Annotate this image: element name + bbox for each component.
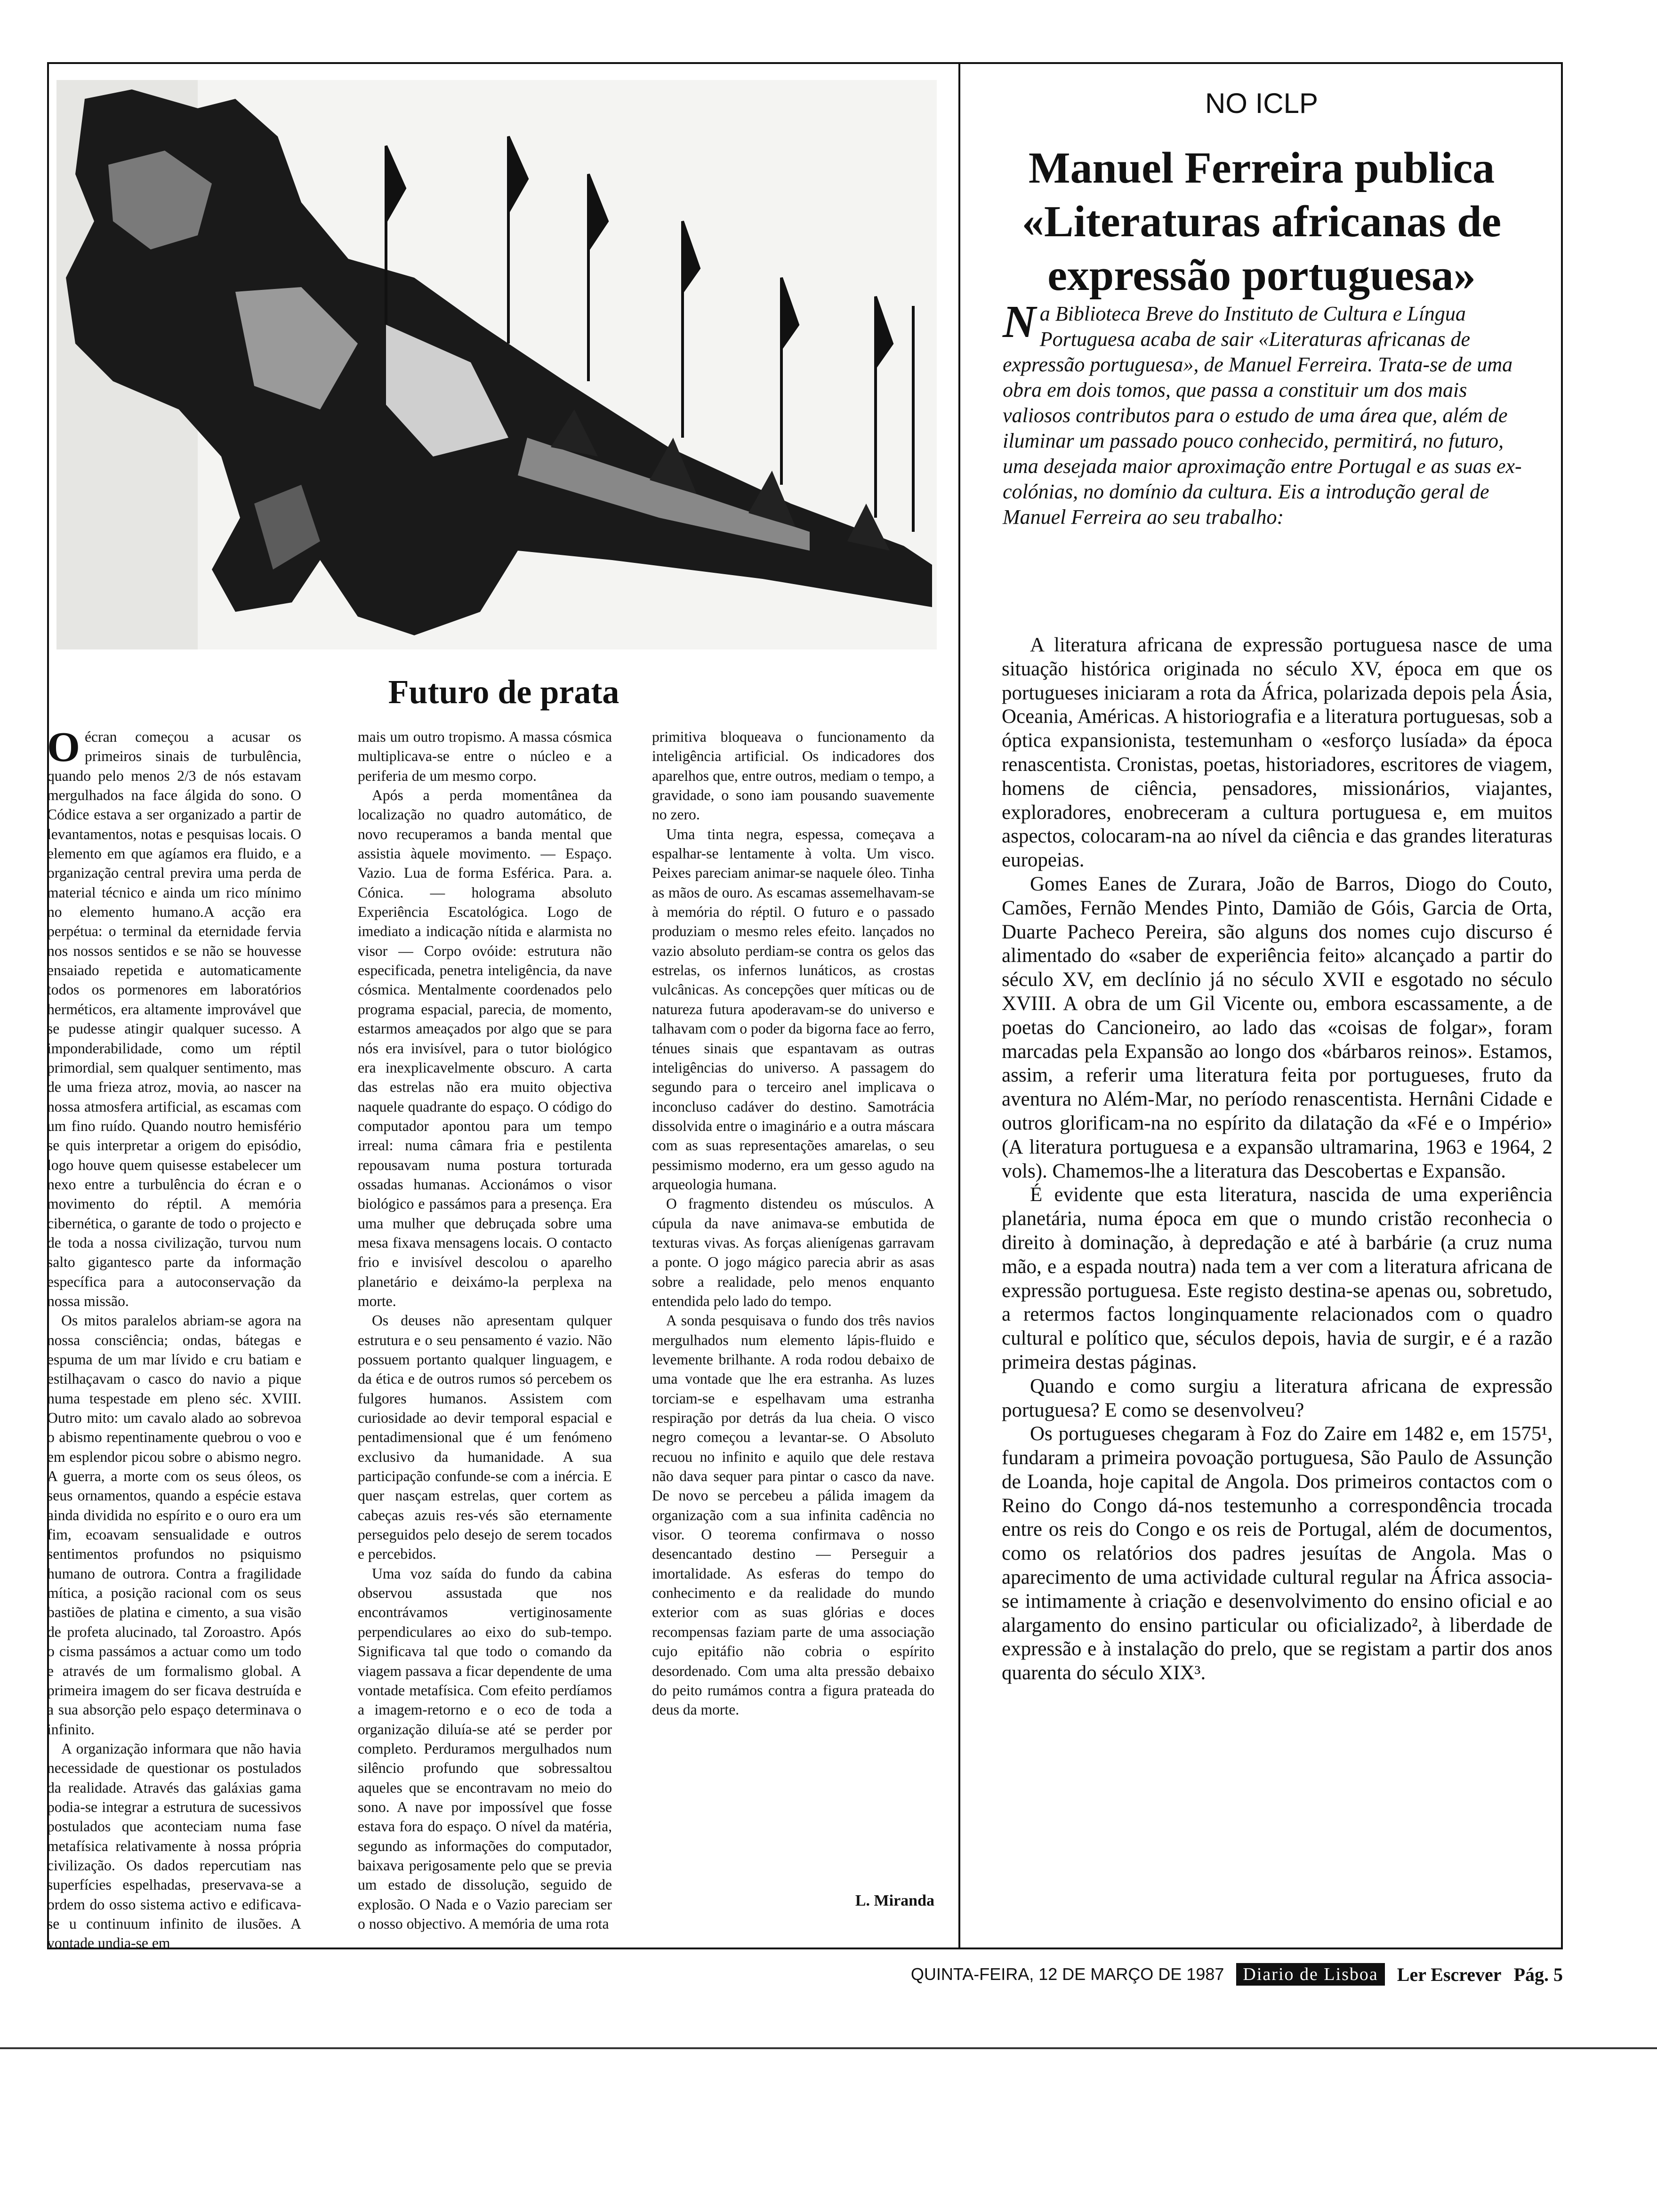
paragraph: Os portugueses chegaram à Foz do Zaire em 1482 e, em 1575¹, fundaram a primeira povoação portuguesa, São Paulo de Assunção de Loanda, hoje capital de Angola. Dos primeiros contactos com o Reino do Congo dá-nos testemunho a correspondência trocada entre os reis do Congo e os reis de Portugal, além de documentos, como os relatórios dos padres jesuítas de Angola. Mas o aparecimento de uma actividade cultural regular na África associa-se intimamente à criação e desenvolvimento do ensino oficial e ao alargamento do ensino particular ou oficializado², à liberdade de expressão e à instalação do prelo, que se registam a partir dos anos quarenta do século XIX³. (1002, 1423, 1552, 1684)
sculpture-photo (56, 80, 937, 649)
paragraph: É evidente que esta literatura, nascida de uma experiência planetária, numa época em que o mundo cristão reconhecia o direito à dominação, à depredação e até à barbárie (a cruz numa mão, e a espada noutra) nada tem a ver com a literatura africana de expressão portuguesa. Este registo destina-se apenas ou, sobretudo, a retermos factos longinquamente relacionados com o quadro cultural e político que, séculos depois, havia de surgir, e é a razão primeira destas páginas. (1002, 1184, 1552, 1373)
paragraph: O fragmento distendeu os músculos. A cúpula da nave animava-se embutida de texturas vivas. As forças alienígenas garravam a ponte. O jogo mágico parecia abrir as asas sobre a realidade, pelo menos enquanto entendida pelo lado do tempo. (652, 1195, 934, 1309)
bottom-rule (0, 2047, 1657, 2049)
paragraph: Uma voz saída do fundo da cabina observou assustada que nos encontrávamos vertiginosamente perpendiculares ao eixo do sub-tempo. Significava tal que todo o comando da viagem passava a ficar dependente de uma vontade metafísica. Com efeito perdíamos a imagem-retorno e o eco de toda a organização diluía-se até se perder por completo. Perduramos mergulhados num silêncio profundo que sobressaltou aqueles que se encontravam no meio do sono. A nave por impossível que fosse estava fora do espaço. O nível da matéria, segundo as informações do computador, baixava perigosamente pelo que se previa um estado de dissolução, seguido de explosão. O Nada e o Vazio pareciam ser o nosso objectivo. A memória de uma rota (358, 1565, 612, 1932)
lead-paragraph (1003, 297, 1530, 530)
headline: Manuel Ferreira publica «Literaturas africanas de expressão portuguesa» (1022, 144, 1502, 300)
column-divider (958, 62, 960, 1949)
dropcap: O (47, 724, 80, 770)
paragraph: Uma tinta negra, espessa, começava a espalhar-se lentamente à volta. Um visco. Peixes pareciam animar-se naquele óleo. Tinha as mãos de ouro. As escamas assemelhavam-se à memória do réptil. O futuro e o passado produziam o mesmo reles efeito. lançados no vazio absoluto perdiam-se contra os gelos das estrelas, os infernos lunáticos, as crostas vulcânicas. As concepções quer míticas ou de natureza futura apoderavam-se do universo e talhavam com o poder da bigorna face ao ferro, ténues sinais que espantavam as outras inteligências do universo. A passagem do segundo para o terceiro anel implicava o inconcluso cadáver do destino. Samotrácia dissolvida entre o imaginário e a outra máscara com as suas representações amarelas, o seu pessimismo moderno, era um gesso agudo na arqueologia humana. (652, 825, 934, 1193)
paragraph: écran começou a acusar os primeiros sinais de turbulência, quando pelo menos 2/3 de nós estavam mergulhados na face álgida do sono. O Códice estava a ser organizado a partir de levantamentos, notas e pesquisas locais. O elemento em que agíamos era fluido, e a organização central previra uma perda de material técnico e ainda um rico mínimo no elemento humano.A acção era perpétua: o terminal da eternidade fervia nos nossos sentidos e se não se houvesse ensaiado repetida e automaticamente todos os pormenores em laboratórios herméticos, era altamente improvável que se pudesse atingir qualquer sucesso. A imponderabilidade, como um réptil primordial, sem qualquer sentimento, mas de uma frieza atroz, movia, ao nascer na nossa atmosfera artificial, as escamas com um fino ruído. Quando noutro hemisfério se quis interpretar a origem do episódio, logo houve quem quisesse estabelecer um nexo entre a turbulência do écran e o movimento do réptil. A memória cibernética, o garante de todo o projecto e de toda a nossa civilização, turvou num salto gigantesco parte da informação específica para a autoconservação da nossa missão. (47, 729, 301, 1309)
paragraph: Quando e como surgiu a literatura africana de expressão portuguesa? E como se desenvolveu? (1002, 1375, 1552, 1421)
right-article-body (1002, 633, 1552, 1685)
footer-date: QUINTA-FEIRA, 12 DE MARÇO DE 1987 (910, 1964, 1224, 1984)
left-article-title: Futuro de prata (388, 673, 619, 711)
paragraph: Gomes Eanes de Zurara, João de Barros, Diogo do Couto, Camões, Fernão Mendes Pinto, Damião de Góis, Garcia de Orta, Duarte Pacheco Pereira, são alguns dos nomes cujo discurso é alimentado do «saber de experiência feito» alcançado a partir do século XV, em declínio já no século XVII e esgotado no século XVIII. A obra de um Gil Vicente ou, embora escassamente, a de poetas do Cancioneiro, ao lado das «coisas de folgar», foram marcadas pela Expansão ao longo dos «bárbaros reinos». Estamos, assim, a referir uma literatura feita por portugueses, fruto da aventura no Além-Mar, no período renascentista. Hernâni Cidade e outros glorificam-na no espírito da dilatação da «Fé e o Império» (A literatura portuguesa e a expansão ultramarina, 1963 e 1964, 2 vols). Chamemos-lhe a literatura das Descobertas e Expansão. (1002, 873, 1552, 1182)
paragraph: Após a perda momentânea da localização no quadro automático, de novo recuperamos a banda mental que assistia àquele movimento. — Espaço. Vazio. Lua de forma Esférica. Para. a. Cónica. — holograma absoluto Experiência Escatológica. Logo de imediato a indicação nítida e alarmista no visor — Corpo ovóide: estrutura não especificada, penetra inteligência, da nave cósmica. Mentalmente coordenados pelo programa espacial, parecia, de momento, estarmos ameaçados por algo que se para nós era invisível, para o tutor biológico era inexplicavelmente obscuro. A carta das estrelas não era muito objectiva naquele quadrante do espaço. O código do computador apontou para um tempo irreal: numa câmara fria e pestilenta repousavam numa postura torturada ossadas humanas. Accionámos o visor biológico e passámos para a presença. Era uma mulher que debruçada sobre uma mesa fixava mensagens locais. O contacto frio e invisível descolou o aparelho planetário e deixámo-la perplexa na morte. (358, 787, 612, 1309)
paragraph: A sonda pesquisava o fundo dos três navios mergulhados num elemento lápis-fluido e levemente brilhante. A roda rodou debaixo de uma vontade que lhe era estranha. As luzes torciam-se e espelhavam uma estranha respiração por detrás da lua cheia. O visco negro começou a levantar-se. O Absoluto recuou no infinito e aquilo que dele restava não dava sequer para pintar o casco da nave. De novo se percebeu a pálida imagem da organização com a sua infinita cadência no visor. O teorema confirmava o nosso desencantado destino — Perseguir a imortalidade. As esferas do tempo do conhecimento e da realidade do mundo exterior com as suas glórias e doces recompensas faziam parte de uma associação cujo epitáfio não cobria o espírito desordenado. Com uma alta pressão debaixo do peito rumámos contra a figura prateada do deus da morte. (652, 1312, 934, 1718)
page-footer (800, 1958, 1563, 1991)
lead-initial: N (1003, 297, 1036, 347)
paragraph: mais um outro tropismo. A massa cósmica multiplicava-se entre o núcleo e a periferia de um mesmo corpo. (358, 729, 612, 784)
lead-text: a Biblioteca Breve do Instituto de Cultura e Língua Portuguesa acaba de sair «Literaturas africanas de expressão portuguesa», de Manuel Ferreira. Trata-se de uma obra em dois tomos, que passa a constituir um dos mais valiosos contributos para o estudo de uma área que, além de iluminar um passado pouco conhecido, permitirá, no futuro, uma desejada maior aproximação entre Portugal e as suas ex-colónias, no domínio da cultura. Eis a introdução geral de Manuel Ferreira ao seu trabalho: (1003, 302, 1522, 529)
kicker: NO ICLP (1205, 88, 1319, 119)
left-column-1 (47, 724, 301, 1953)
left-column-3 (652, 727, 934, 1720)
section-name: Ler Escrever (1397, 1964, 1502, 1985)
page-number: Pág. 5 (1513, 1964, 1563, 1985)
paragraph: A literatura africana de expressão portuguesa nasce de uma situação histórica originada no século XV, época em que os portugueses iniciaram a rota da África, polarizada depois pela Ásia, Oceania, Américas. A historiografia e a literatura portuguesas, sob a óptica expansionista, testemunham o «esforço lusíada» da época renascentista. Cronistas, poetas, historiadores, escritores de viagem, homens de ciência, pensadores, missionários, viajantes, exploradores, enobreceram a cultura portuguesa e, em muitos aspectos, colocaram-na ao nível da ciência e das grandes literaturas europeias. (1002, 634, 1552, 872)
paragraph: Os deuses não apresentam qulquer estrutura e o seu pensamento é vazio. Não possuem portanto qualquer linguagem, e da ética e de outros rumos só percebem os fulgores humanos. Assistem com curiosidade ao devir temporal espacial e pentadimensional que é um fenómeno exclusivo da humanidade. A sua participação confunde-se com a inércia. E quer nasçam estrelas, quer cortem as cabeças azuis res-vés são eternamente perseguidos pelo desejo de serem tocados e percebidos. (358, 1312, 612, 1563)
left-column-2 (358, 727, 612, 1933)
paragraph: primitiva bloqueava o funcionamento da inteligência artificial. Os indicadores dos aparelhos que, entre outros, mediam o tempo, a gravidade, o sono iam pousando suavemente no zero. (652, 729, 934, 823)
paragraph: A organização informara que não havia necessidade de questionar os postulados da realidade. Através das galáxias gama podia-se integrar a estrutura de sucessivos postulados que aconteciam numa fase metafísica relativamente à nossa própria civilização. Os dados repercutiam nas superfícies espelhadas, preservava-se a ordem do osso sistema activo e edificava-se u continuum infinito de ilusões. A vontade undia-se em (47, 1740, 301, 1952)
author-signature: L. Miranda (855, 1892, 934, 1909)
masthead-logo: Diario de Lisboa (1236, 1963, 1384, 1986)
paragraph: Os mitos paralelos abriam-se agora na nossa consciência; ondas, bátegas e espuma de um mar lívido e cru batiam e estilhaçavam o casco do navio a pique numa tespestade em pleno séc. XVIII. Outro mito: um cavalo alado ao sobrevoa o abismo repentinamente quebrou o voo e em esplendor picou sobre o abismo negro. A guerra, a morte com os seus óleos, os seus ornamentos, quando a espécie estava ainda dividida no espírito e o ouro era um fim, ecoavam sensualidade e outros sentimentos profundos no psiquismo humano de outrora. Contra a fragilidade mítica, a posição racional com os seus bastiões de platina e cimento, a sua visão de profeta alucinado, tal Zoroastro. Após o cisma passámos a actuar como um todo e através de um formalismo global. A primeira imagem do ser ficava destruída e a sua absorção pelo espaço determinava o infinito. (47, 1312, 301, 1738)
